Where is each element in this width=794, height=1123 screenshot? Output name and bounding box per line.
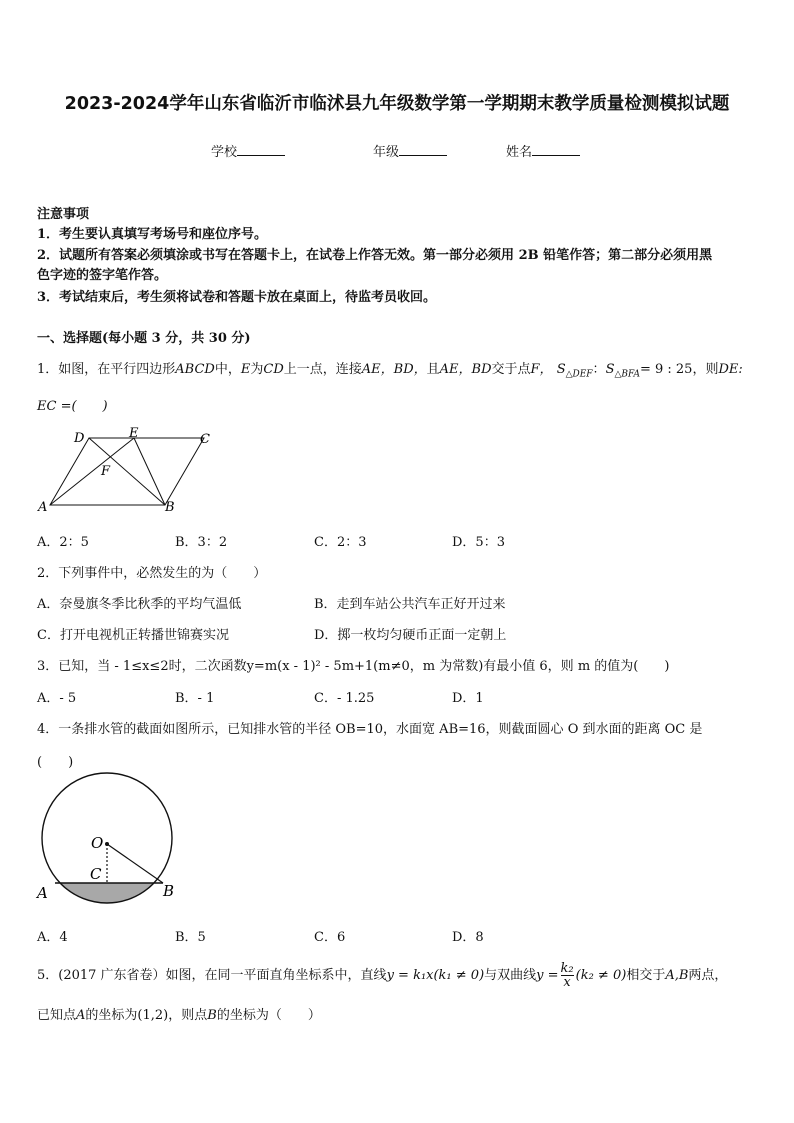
q4-option-c[interactable]: C．6 [314,930,346,945]
q5-stem-cont: 已知点A的坐标为(1,2)，则点B的坐标为（ ） [37,1008,321,1023]
label-a: A [37,884,48,902]
q2-option-c[interactable]: C．打开电视机正转播世锦赛实况 [37,628,229,643]
q4-pipe-figure [32,772,182,907]
note-3: 3．考试结束后，考生须将试卷和答题卡放在桌面上，待监考员收回。 [37,290,437,305]
label-d: D [74,431,85,446]
school-field: 学校 [211,141,285,160]
label-b: B [163,882,175,900]
q4-stem: 4．一条排水管的截面如图所示，已知排水管的半径 OB=10，水面宽 AB=16，则截面圆心 O 到水面的距离 OC 是 [37,722,703,737]
section-heading: 一、选择题(每小题 3 分，共 30 分) [37,331,251,346]
name-field: 姓名 [506,141,580,160]
segment-ob [107,844,163,883]
q1-option-a[interactable]: A．2：5 [37,535,89,550]
q1-option-c[interactable]: C．2：3 [314,535,367,550]
label-e: E [129,426,139,441]
q3-option-c[interactable]: C．- 1.25 [314,691,375,706]
note-1: 1．考生要认真填写考场号和座位序号。 [37,227,268,242]
label-f: F [101,464,111,479]
q1-parallelogram-figure [34,425,224,515]
q2-stem: 2．下列事件中，必然发生的为（ ） [37,566,267,581]
q2-option-d[interactable]: D．掷一枚均匀硬币正面一定朝上 [314,628,507,643]
hyperbola-fraction: $\frac{\text{k₂}}{x}$ [560,961,574,990]
notes-heading: 注意事项 [37,207,90,222]
label-b: B [165,500,175,515]
segment-ae [50,438,134,505]
q1-option-b[interactable]: B．3：2 [175,535,228,550]
q2-option-a[interactable]: A．奈曼旗冬季比秋季的平均气温低 [37,597,242,612]
q1-stem-cont: EC =( ) [37,399,108,414]
name-blank [532,143,580,156]
q1-stem: 1．如图，在平行四边形ABCD中，E为CD上一点，连接AE，BD，且AE，BD交于点F， $S_{\triangle DEF}$：$S_{\triangle BFA}= 9$ : 25，则DE: [37,362,743,380]
q4-option-d[interactable]: D．8 [452,930,484,945]
q4-option-b[interactable]: B．5 [175,930,206,945]
page-title: 2023-2024学年山东省临沂市临沭县九年级数学第一学期期末教学质量检测模拟试题 [64,94,730,114]
label-a: A [38,500,48,515]
grade-blank [399,143,447,156]
q5-stem: 5．(2017 广东省卷）如图，在同一平面直角坐标系中，直线y = k₁x(k₁ ≠ 0)与双曲线y = $\frac{\text{k₂}}{x}$ (k₂ ≠ 0)相交于A,B两点， [37,961,728,990]
q4-option-a[interactable]: A．4 [37,930,68,945]
center-point [105,842,109,846]
label-c: C [90,865,102,883]
q3-option-d[interactable]: D．1 [452,691,484,706]
grade-field: 年级 [373,141,447,160]
note-2-cont: 色字迹的签字笔作答。 [37,268,168,283]
q4-paren: ( ) [37,755,74,770]
q2-option-b[interactable]: B．走到车站公共汽车正好开过来 [314,597,506,612]
q1-option-d[interactable]: D．5：3 [452,535,505,550]
segment-be [134,438,165,505]
label-o: O [91,834,104,852]
q3-option-a[interactable]: A．- 5 [37,691,77,706]
q3-stem: 3．已知，当 - 1≤x≤2时，二次函数y=m(x - 1)² - 5m+1(m≠0，m 为常数)有最小值 6，则 m 的值为( ) [37,659,670,674]
q3-option-b[interactable]: B．- 1 [175,691,215,706]
school-blank [237,143,285,156]
note-2: 2．试题所有答案必须填涂或书写在答题卡上，在试卷上作答无效。第一部分必须用 2B 铅笔作答；第二部分必须用黑 [37,248,713,263]
label-c: C [200,432,210,447]
